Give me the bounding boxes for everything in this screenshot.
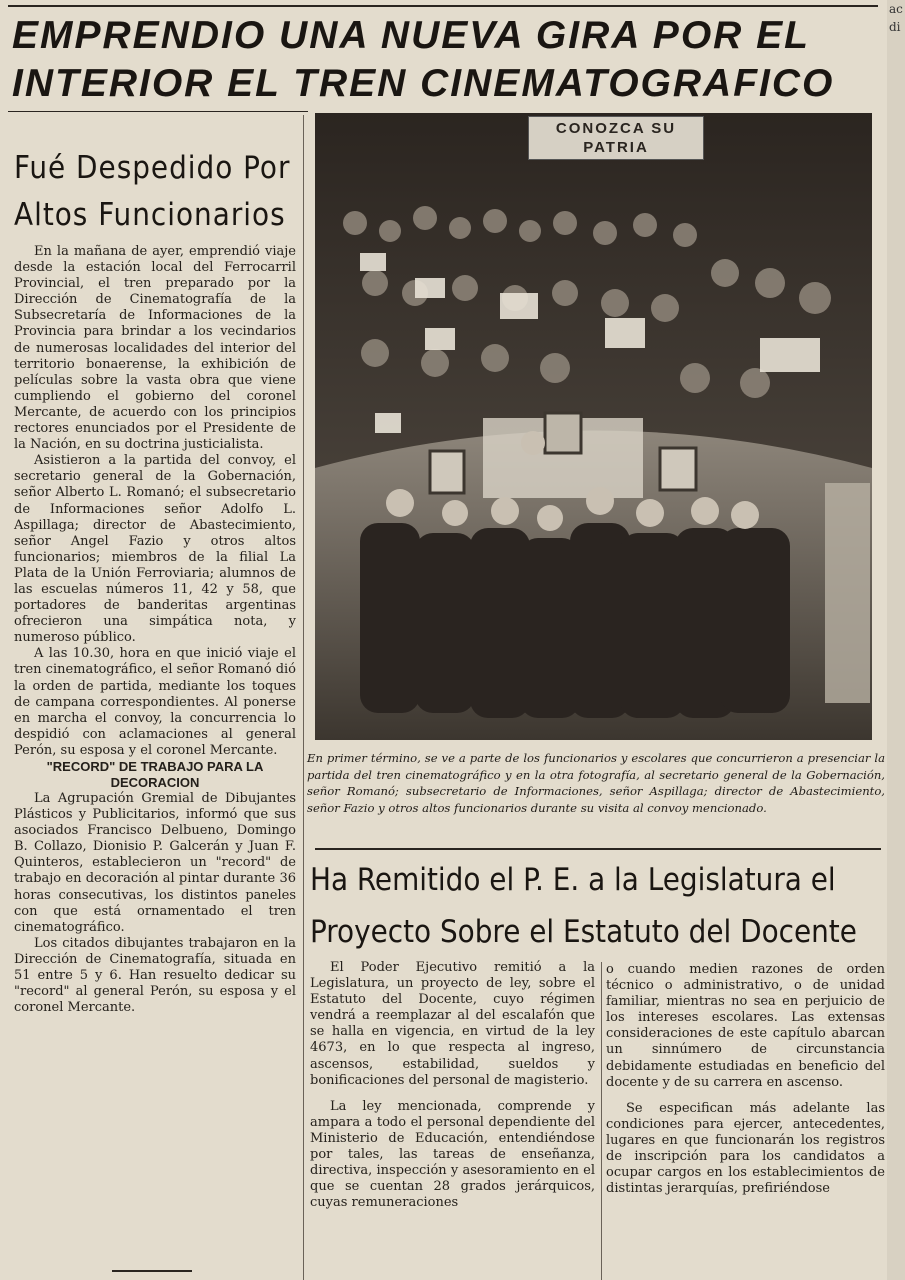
edge-fragment: ac — [889, 2, 903, 16]
photo-collage — [315, 113, 872, 740]
second-headline: Ha Remitido el P. E. a la Legislatura el Proyecto Sobre el Estatuto del Docente — [310, 862, 857, 950]
left-column-divider — [303, 115, 304, 1280]
officials-group — [360, 523, 790, 718]
caption-rule — [315, 848, 881, 850]
middle-article-column — [310, 960, 595, 1211]
adjacent-page-edge — [887, 0, 905, 1280]
mid-column-divider — [601, 962, 602, 1280]
article-paragraph: Se especifican más adelante las condiciones para ejercer, antecedentes, lugares en que funcionarán los registros de inscripción para los candidatos a ocupar cargos en los establecimientos de distintas jerarquías, prefiriéndose — [606, 1100, 885, 1197]
framed-portrait — [545, 413, 581, 453]
framed-portrait — [660, 448, 696, 490]
edge-fragment: di — [889, 20, 901, 34]
left-article-column — [14, 244, 296, 1016]
right-article-column — [606, 962, 885, 1197]
adjacent-column-fragment — [889, 0, 903, 36]
section-heading: "RECORD" DE TRABAJO PARA LA DECORACION — [46, 759, 264, 790]
article-paragraph: Asistieron a la partida del convoy, el secretario general de la Gobernación, señor Alberto L. Romanó; el subsecretario de Informaciones señor Adolfo L. Aspillaga; director de Abastecimiento, señor Angel Fazio y otros altos funcionarios; miembros de la filial La Plata de la Unión Ferroviaria; alumnos de las escuelas números 11, 42 y 58, que portadores de banderitas argentinas ofrecieron una simpática nota, y numeroso público. — [14, 453, 296, 646]
side-panel — [825, 483, 870, 703]
article-paragraph: En la mañana de ayer, emprendió viaje desde la estación local del Ferrocarril Provincial, el tren preparado por la Dirección de Cinematografía de la Subsecretaría de Informaciones de la Provincia para brindar a los vecindarios de numerosas localidades del interior del territorio bonaerense, la exhibición de películas sobre la vasta obra que viene cumpliendo el gobierno del coronel Mercante, de acuerdo con los principios rectores enunciados por el Presidente de la Nación, en su doctrina justicialista. — [14, 244, 296, 453]
news-photograph — [315, 113, 872, 740]
top-rule — [8, 5, 878, 7]
article-paragraph: La ley mencionada, comprende y ampara a todo el personal dependiente del Ministerio de Educación, entendiéndose por tales, las tareas de enseñanza, directiva, inspección y asesoramiento en el que se cuentan 28 grados jerárquicos, cuyas remuneraciones — [310, 1098, 595, 1211]
bottom-short-rule — [112, 1270, 192, 1272]
framed-portrait — [430, 451, 464, 493]
headline-rule — [8, 111, 308, 112]
photo-caption: En primer término, se ve a parte de los funcionarios y escolares que concurrieron a presenciar la partida del tren cinematográfico y en la otra fotografía, al secretario general de la Gobernación, señor Romanó; subsecretario de Informaciones, señor Aspillaga; director de Abastecimiento, señor Fazio y otros altos funcionarios durante su visita al convoy mencionado. — [307, 751, 885, 815]
article-paragraph: Los citados dibujantes trabajaron en la Dirección de Cinematografía, situada en 51 entre 5 y 6. Han resuelto dedicar su "record" al general Perón, su esposa y el coronel Mercante. — [14, 935, 296, 1016]
article-paragraph: A las 10.30, hora en que inició viaje el tren cinematográfico, el señor Romanó dió la orden de partida, mediante los toques de campana correspondientes. Al ponerse en marcha el convoy, la concurrencia lo despidió con aclamaciones al general Perón, su esposa y el coronel Mercante. — [14, 646, 296, 758]
article-paragraph: o cuando medien razones de orden técnico o administrativo, o de unidad familiar, mientras no sea en perjuicio de los intereses escolares. Las extensas consideraciones de este capítulo abarcan un sinnúmero de circunstancia debidamente estudiadas en beneficio del docente y de su carrera en ascenso. — [606, 962, 885, 1090]
main-headline: EMPRENDIO UNA NUEVA GIRA POR EL INTERIOR EL TREN CINEMATOGRAFICO — [12, 14, 835, 105]
conozca-su-patria-banner: CONOZCA SU PATRIA — [528, 116, 704, 160]
article-paragraph: La Agrupación Gremial de Dibujantes Plásticos y Publicitarios, informó que sus asociados Francisco Delbueno, Domingo B. Collazo, Dionisio P. Galcerán y Juan F. Quinteros, establecieron un "record" de trabajo en decoración al pintar durante 36 horas consecutivas, los distintos paneles con que está ornamentado el tren cinematográfico. — [14, 791, 296, 935]
subheadline: Fué Despedido Por Altos Funcionarios — [14, 150, 291, 233]
article-paragraph: El Poder Ejecutivo remitió a la Legislatura, un proyecto de ley, sobre el Estatuto del Docente, cuyo régimen vendrá a reemplazar al del escalafón que se halla en vigencia, en virtud de la ley 4673, en lo que respecta al ingreso, ascensos, estabilidad, sueldos y bonificaciones del personal de magisterio. — [310, 960, 595, 1088]
